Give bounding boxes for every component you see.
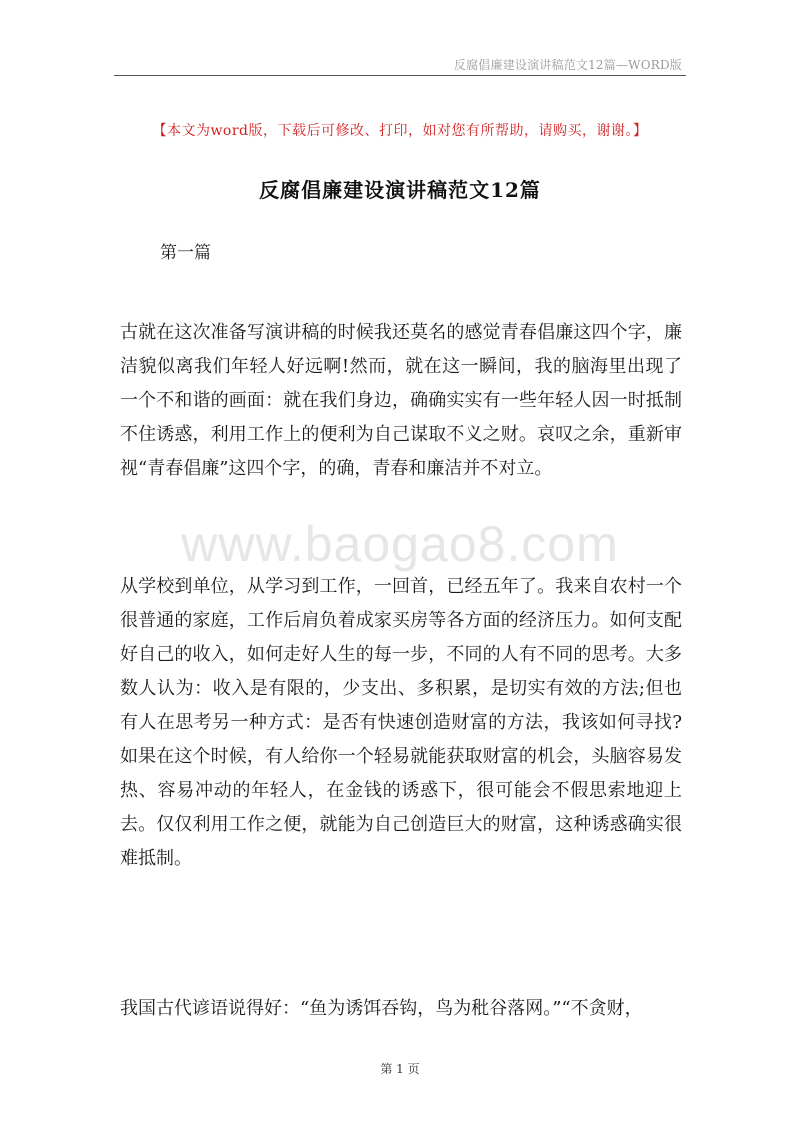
- header-divider: [114, 75, 686, 76]
- body-paragraph: 古就在这次准备写演讲稿的时候我还莫名的感觉青春倡廉这四个字，廉洁貌似离我们年轻人好远啊!然而，就在这一瞬间，我的脑海里出现了一个不和谐的画面：就在我们身边，确确实实有一些年轻人因一时抵制不住诱惑，利用工作上的便利为自己谋取不义之财。哀叹之余，重新审视“青春倡廉”这四个字，的确，青春和廉洁并不对立。: [120, 322, 682, 479]
- page-number: 第 1 页: [380, 1062, 420, 1076]
- watermark: www.baogao8.com: [181, 516, 619, 572]
- body-paragraph: 我国古代谚语说得好：“鱼为诱饵吞钩，鸟为秕谷落网。”“不贪财，: [120, 998, 643, 1019]
- section-heading: 第一篇: [160, 243, 211, 263]
- header-doc-title: 反腐倡廉建设演讲稿范文12篇—WORD版: [453, 58, 682, 72]
- body-paragraph: 从学校到单位，从学习到工作，一回首，已经五年了。我来自农村一个很普通的家庭，工作后肩负着成家买房等各方面的经济压力。如何支配好自己的收入，如何走好人生的每一步，不同的人有不同的思考。大多数人认为：收入是有限的，少支出、多积累，是切实有效的方法;但也有人在思考另一种方式：是否有快速创造财富的方法，我该如何寻找?如果在这个时候，有人给你一个轻易就能获取财富的机会，头脑容易发热、容易冲动的年轻人，在金钱的诱惑下，很可能会不假思索地迎上去。仅仅利用工作之便，就能为自己创造巨大的财富，这种诱惑确实很难抵制。: [120, 576, 682, 869]
- document-title: 反腐倡廉建设演讲稿范文12篇: [259, 178, 541, 202]
- purchase-notice: 【本文为word版，下载后可修改、打印，如对您有所帮助，请购买，谢谢。】: [152, 123, 648, 139]
